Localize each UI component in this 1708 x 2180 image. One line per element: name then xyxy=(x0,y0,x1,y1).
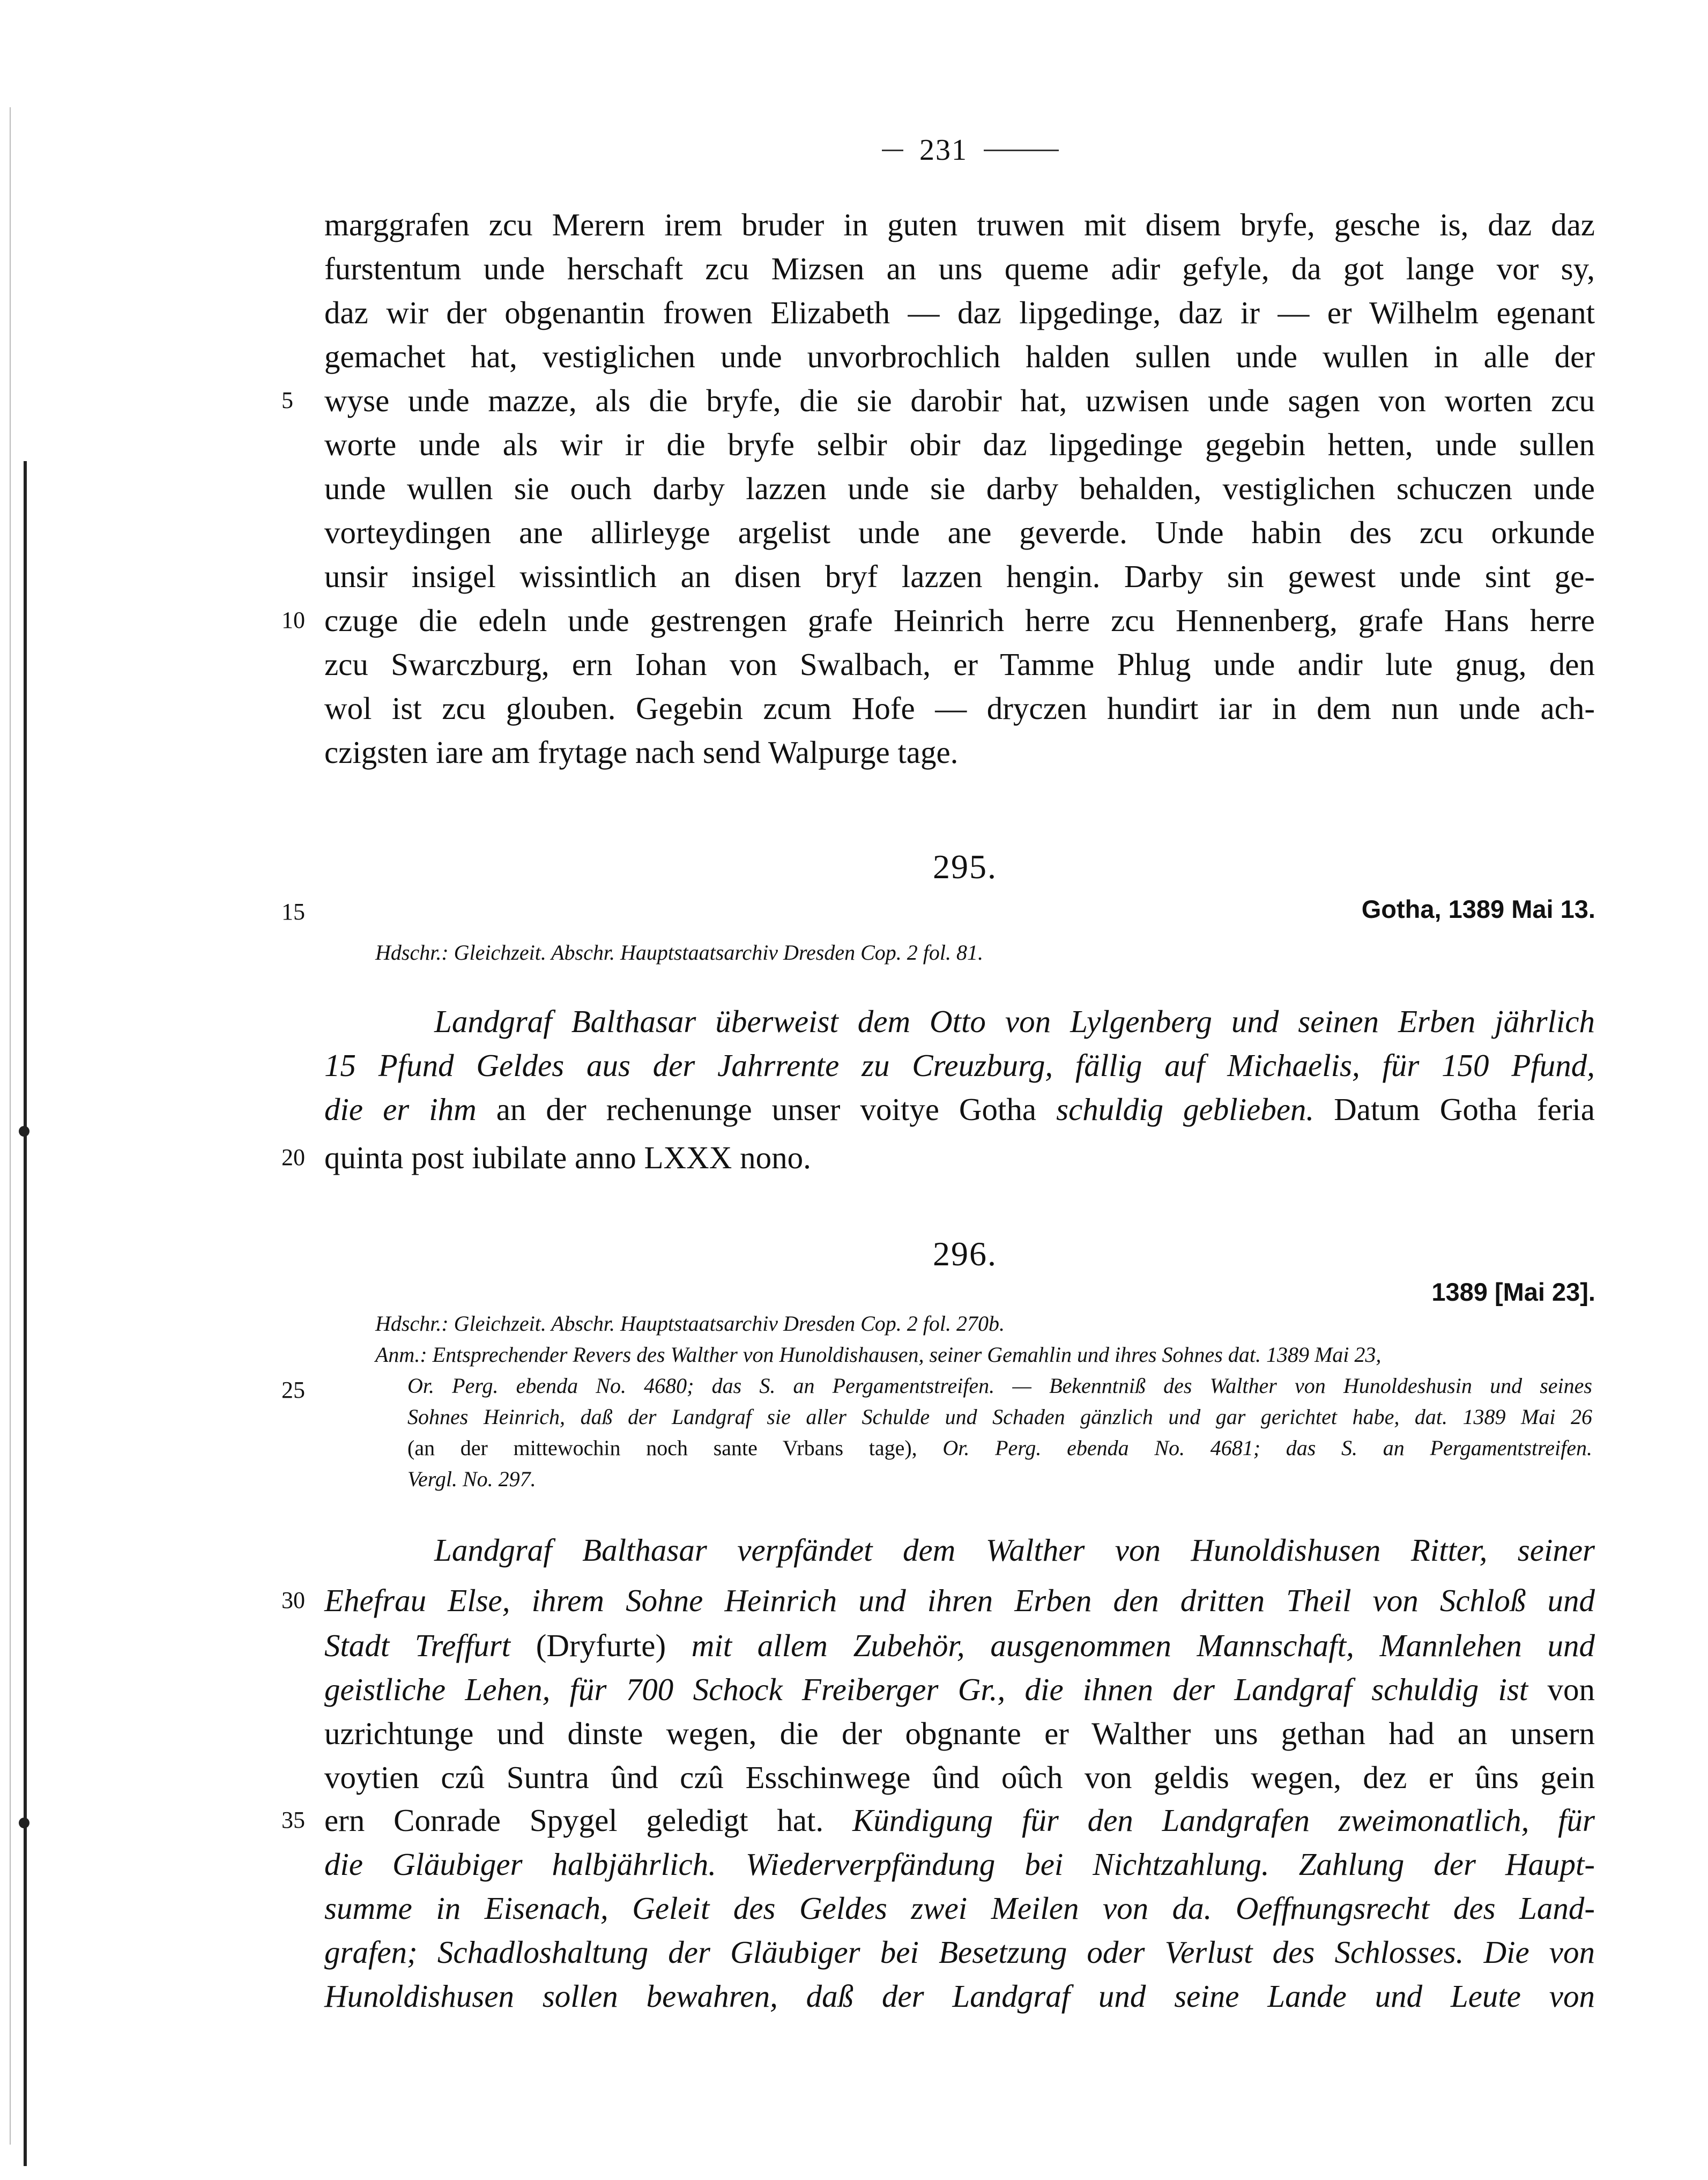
text-line: unsir insigel wissintlich an disen bryf lazzen hengin. Darby sin gewest unde sint ge- xyxy=(324,559,1595,594)
regest-line: Landgraf Balthasar verpfändet dem Walther von Hunoldishusen Ritter, seiner xyxy=(434,1532,1595,1568)
regest-line-mixed xyxy=(324,1667,1595,1711)
regest-line-mixed xyxy=(324,1798,1595,1842)
line-number: 30 xyxy=(281,1587,305,1613)
regest-fragment: mit allem Zubehör, ausgenommen Mannschaft, Mannlehen und xyxy=(691,1628,1595,1663)
annotation-line: Anm.: Entsprechender Revers des Walther von Hunoldishausen, seiner Gemahlin und ihres Sohnes dat. 1389 Mai 23, xyxy=(375,1343,1382,1367)
regest-line: Hunoldishusen sollen bewahren, daß der Landgraf und seine Lande und Leute von xyxy=(324,1978,1595,2014)
text-line: worte unde als wir ir die bryfe selbir obir daz lipgedinge gegebin hetten, unde sullen xyxy=(324,427,1595,462)
document-date-295: Gotha, 1389 Mai 13. xyxy=(1361,895,1595,923)
regest-fragment: Stadt Treffurt xyxy=(324,1628,511,1663)
page-number: 231 xyxy=(919,134,968,167)
regest-fragment: die er ihm xyxy=(324,1092,477,1127)
header-dash-left xyxy=(882,150,903,151)
annotation-quote: (an der mittewochin noch sante Vrbans tage), xyxy=(407,1436,943,1460)
source-note-296: Hdschr.: Gleichzeit. Abschr. Hauptstaatsarchiv Dresden Cop. 2 fol. 270b. xyxy=(375,1311,1005,1336)
text-line: wol ist zcu glouben. Gegebin zcum Hofe — dryczen hundirt iar in dem nun unde ach- xyxy=(324,691,1595,726)
quote-fragment: von xyxy=(1528,1672,1595,1707)
regest-line: Landgraf Balthasar überweist dem Otto von Lylgenberg und seinen Erben jährlich xyxy=(434,1004,1595,1039)
quote-line: voytien czû Suntra ûnd czû Esschinwege ûnd oûch von geldis wegen, dez er ûns gein xyxy=(324,1760,1595,1795)
binding-mark xyxy=(19,1818,29,1828)
quote-fragment: Datum Gotha feria xyxy=(1314,1092,1595,1127)
annotation-line: Or. Perg. ebenda No. 4680; das S. an Pergamentstreifen. — Bekenntniß des Walther von Hunoldeshusin und seines xyxy=(407,1374,1592,1398)
regest-fragment: geistliche Lehen, für 700 Schock Freiberger Gr., die ihnen der Landgraf schuldig ist xyxy=(324,1672,1528,1707)
text-line: zcu Swarczburg, ern Iohan von Swalbach, er Tamme Phlug unde andir lute gnug, den xyxy=(324,647,1595,682)
regest-line: die Gläubiger halbjährlich. Wiederverpfändung bei Nichtzahlung. Zahlung der Haupt- xyxy=(324,1847,1595,1882)
header-dash-right xyxy=(984,150,1059,151)
regest-line: grafen; Schadloshaltung der Gläubiger bei Besetzung oder Verlust des Schlosses. Die von xyxy=(324,1934,1595,1970)
text-line: czuge die edeln unde gestrengen grafe Heinrich herre zcu Hennenberg, grafe Hans herre xyxy=(324,603,1595,638)
source-note-295: Hdschr.: Gleichzeit. Abschr. Hauptstaatsarchiv Dresden Cop. 2 fol. 81. xyxy=(375,940,984,965)
line-number: 15 xyxy=(281,899,305,925)
line-number: 25 xyxy=(281,1377,305,1403)
quote-line: uzrichtunge und dinste wegen, die der obgnante er Walther uns gethan had an unsern xyxy=(324,1716,1595,1751)
regest-line: 15 Pfund Geldes aus der Jahrrente zu Creuzburg, fällig auf Michaelis, für 150 Pfund, xyxy=(324,1048,1595,1083)
text-line: furstentum unde herschaft zcu Mizsen an uns queme adir gefyle, da got lange vor sy, xyxy=(324,251,1595,286)
text-line: wyse unde mazze, als die bryfe, die sie darobir hat, uzwisen unde sagen von worten zcu xyxy=(324,383,1595,418)
line-number: 10 xyxy=(281,607,305,633)
scan-edge-faint xyxy=(10,107,11,2145)
text-line: gemachet hat, vestiglichen unde unvorbrochlich halden sullen unde wullen in alle der xyxy=(324,339,1595,374)
regest-line: Ehefrau Else, ihrem Sohne Heinrich und ihren Erben den dritten Theil von Schloß und xyxy=(324,1583,1595,1618)
regest-fragment: schuldig geblieben. xyxy=(1056,1092,1315,1127)
quote-fragment: (Dryfurte) xyxy=(510,1628,692,1663)
document-number-295: 295. xyxy=(933,848,997,886)
annotation-fragment: Or. Perg. ebenda No. 4681; das S. an Pergamentstreifen. xyxy=(942,1436,1592,1460)
quote-fragment: ern Conrade Spygel geledigt hat. xyxy=(324,1803,852,1838)
regest-fragment: Kündigung für den Landgrafen zweimonatlich, für xyxy=(852,1803,1595,1838)
binding-mark xyxy=(19,1126,29,1137)
quote-line: quinta post iubilate anno LXXX nono. xyxy=(324,1140,811,1175)
text-line: marggrafen zcu Merern irem bruder in guten truwen mit disem bryfe, gesche is, daz daz xyxy=(324,207,1595,242)
binding-line xyxy=(24,461,27,2166)
text-line: czigsten iare am frytage nach send Walpurge tage. xyxy=(324,735,959,770)
regest-line-mixed xyxy=(324,1087,1595,1131)
text-line: unde wullen sie ouch darby lazzen unde sie darby behalden, vestiglichen schuczen unde xyxy=(324,471,1595,506)
regest-line: summe in Eisenach, Geleit des Geldes zwei Meilen von da. Oeffnungsrecht des Land- xyxy=(324,1890,1595,1926)
quote-fragment: an der rechenunge unser voitye Gotha xyxy=(476,1092,1057,1127)
document-number-296: 296. xyxy=(933,1235,997,1273)
line-number: 20 xyxy=(281,1144,305,1170)
line-number: 5 xyxy=(281,387,293,413)
text-line: vorteydingen ane allirleyge argelist unde ane geverde. Unde habin des zcu orkunde xyxy=(324,515,1595,550)
regest-line-mixed xyxy=(324,1623,1595,1667)
document-date-296: 1389 [Mai 23]. xyxy=(1431,1278,1595,1306)
line-number: 35 xyxy=(281,1807,305,1833)
page-header xyxy=(858,129,1083,172)
annotation-line-mixed xyxy=(407,1433,1592,1464)
text-line: daz wir der obgenantin frowen Elizabeth — daz lipgedinge, daz ir — er Wilhelm egenant xyxy=(324,295,1595,330)
annotation-line: Vergl. No. 297. xyxy=(407,1467,536,1491)
annotation-line: Sohnes Heinrich, daß der Landgraf sie aller Schulde und Schaden gänzlich und gar gerichtet habe, dat. 1389 Mai 26 xyxy=(407,1405,1592,1429)
